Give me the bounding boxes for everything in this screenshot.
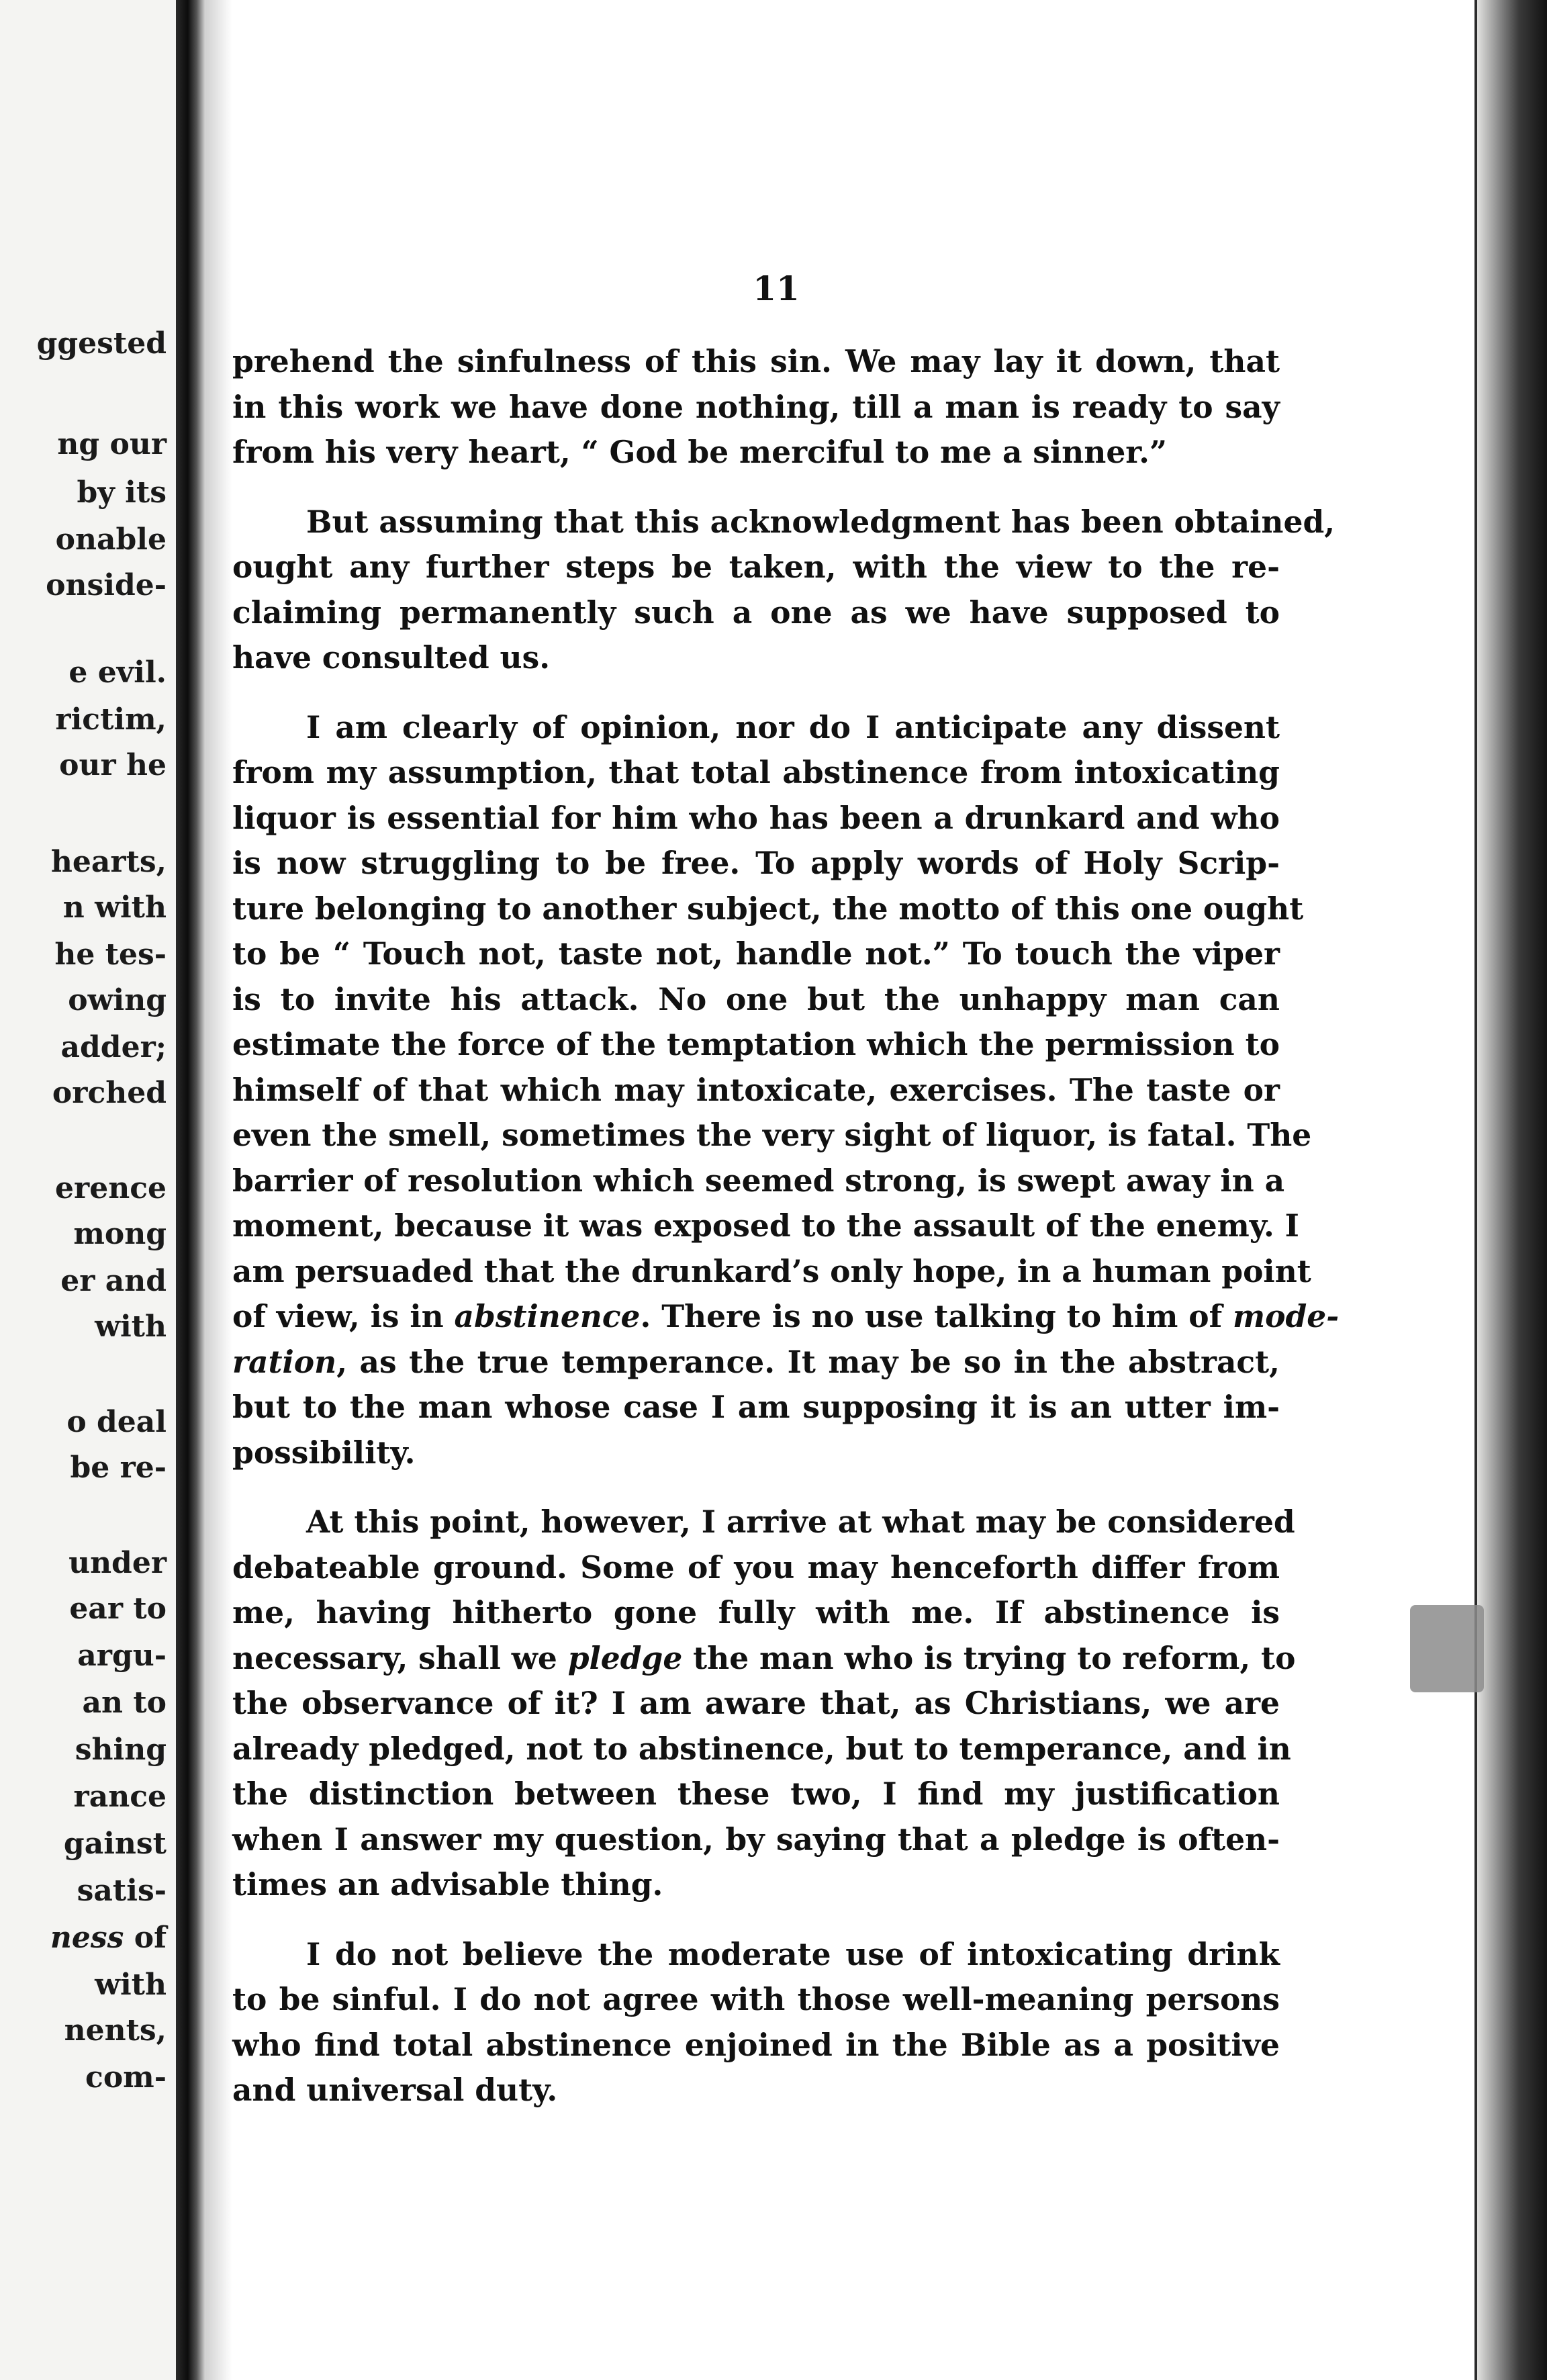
facing-page-text-fragment: ggested bbox=[36, 326, 167, 361]
text-line: from my assumption, that total abstinence from intoxicating bbox=[232, 754, 1280, 790]
facing-page-fragment bbox=[0, 0, 176, 2380]
italic-word: pledge bbox=[567, 1639, 683, 1676]
text-line: and universal duty. bbox=[232, 2072, 558, 2108]
facing-page-text-fragment: be re- bbox=[70, 1451, 167, 1485]
text-line: have consulted us. bbox=[232, 639, 551, 676]
text-line: barrier of resolution which seemed strong, is swept away in a bbox=[232, 1162, 1285, 1199]
text-line: ought any further steps be taken, with the view to the re- bbox=[232, 549, 1280, 585]
text-segment: the man who is trying to reform, to bbox=[682, 1639, 1296, 1676]
text-line: when I answer my question, by saying that a pledge is often- bbox=[232, 1821, 1280, 1858]
facing-page-text-fragment: an to bbox=[82, 1686, 167, 1720]
facing-page-text-fragment: com- bbox=[85, 2060, 167, 2095]
facing-page-text-fragment: gainst bbox=[63, 1827, 167, 1861]
facing-page-text-fragment: he tes- bbox=[54, 937, 167, 972]
facing-page-text-fragment: nents, bbox=[64, 2013, 167, 2048]
facing-page-text-fragment: n with bbox=[62, 890, 167, 925]
text-line: me, having hitherto gone fully with me. If abstinence is bbox=[232, 1594, 1280, 1631]
text-line: already pledged, not to abstinence, but to temperance, and in bbox=[232, 1730, 1291, 1767]
text-segment: , as the true temperance. It may be so in the abstract, bbox=[336, 1343, 1280, 1380]
facing-page-text-fragment: er and bbox=[60, 1264, 167, 1298]
facing-page-text-fragment: rictim, bbox=[55, 702, 167, 737]
facing-page-text-fragment: hearts, bbox=[50, 845, 167, 879]
text-line: At this point, however, I arrive at what may be considered bbox=[306, 1504, 1295, 1540]
text-line: estimate the force of the temptation which the permission to bbox=[232, 1026, 1280, 1062]
text-segment: necessary, shall we bbox=[232, 1639, 568, 1676]
text-line: in this work we have done nothing, till a man is ready to say bbox=[232, 388, 1280, 425]
text-line: the observance of it? I am aware that, as Christians, we are bbox=[232, 1685, 1280, 1721]
facing-page-text-fragment: with bbox=[95, 1310, 167, 1344]
text-line: is now struggling to be free. To apply words of Holy Scrip- bbox=[232, 845, 1280, 881]
text-line: am persuaded that the drunkard’s only hope, in a human point bbox=[232, 1252, 1311, 1289]
facing-page-text-fragment: under bbox=[68, 1546, 167, 1580]
text-line: I am clearly of opinion, nor do I anticipate any dissent bbox=[306, 708, 1280, 745]
paragraph-4 bbox=[232, 1500, 1296, 1908]
text-line: debateable ground. Some of you may henceforth differ from bbox=[232, 1549, 1280, 1586]
gutter-shadow bbox=[205, 0, 232, 2380]
facing-page-text-fragment: argu- bbox=[77, 1639, 167, 1673]
paragraph-5 bbox=[232, 1932, 1280, 2113]
facing-page-text-fragment: ng our bbox=[57, 427, 167, 461]
facing-page-text-fragment: mong bbox=[73, 1217, 167, 1251]
text-line: claiming permanently such a one as we have supposed to bbox=[232, 594, 1280, 631]
paragraph-2 bbox=[232, 500, 1335, 681]
facing-page-text-fragment: shing bbox=[75, 1733, 167, 1767]
text-line: moment, because it was exposed to the assault of the enemy. I bbox=[232, 1207, 1299, 1244]
text-line: times an advisable thing. bbox=[232, 1866, 663, 1903]
text-line: possibility. bbox=[232, 1434, 416, 1471]
text-line: ture belonging to another subject, the motto of this one ought bbox=[232, 890, 1304, 927]
book-gutter bbox=[176, 0, 205, 2380]
facing-page-text-fragment: o deal bbox=[66, 1405, 167, 1439]
facing-page-text-fragment: onable bbox=[55, 522, 167, 557]
text-line: I do not believe the moderate use of intoxicating drink bbox=[306, 1935, 1280, 1972]
text-line: liquor is essential for him who has been a drunkard and who bbox=[232, 799, 1280, 836]
facing-page-text-fragment: ness of bbox=[50, 1921, 167, 1955]
text-line bbox=[232, 1340, 1280, 1385]
text-line: to be sinful. I do not agree with those well-meaning persons bbox=[232, 1981, 1280, 2017]
text-line: prehend the sinfulness of this sin. We may lay it down, that bbox=[232, 343, 1280, 379]
facing-page-text-fragment: owing bbox=[68, 983, 167, 1017]
facing-page-text-fragment: adder; bbox=[60, 1030, 167, 1064]
text-segment: of view, is in bbox=[232, 1298, 455, 1334]
facing-page-text-fragment: our he bbox=[59, 748, 167, 782]
italic-word: abstinence bbox=[454, 1298, 641, 1334]
facing-page-text-fragment: ear to bbox=[69, 1592, 167, 1626]
page-edge bbox=[1477, 0, 1547, 2380]
italic-word: ration bbox=[232, 1343, 337, 1380]
italic-word: mode- bbox=[1233, 1298, 1340, 1334]
text-line: But assuming that this acknowledgment has been obtained, bbox=[306, 503, 1335, 540]
facing-page-text-fragment: erence bbox=[55, 1171, 167, 1205]
text-line: even the smell, sometimes the very sight of liquor, is fatal. The bbox=[232, 1117, 1312, 1153]
facing-page-text-fragment: satis- bbox=[77, 1874, 167, 1908]
text-segment: . There is no use talking to him of bbox=[640, 1298, 1233, 1334]
text-line: is to invite his attack. No one but the unhappy man can bbox=[232, 980, 1280, 1017]
book-page bbox=[232, 0, 1474, 2380]
text-line bbox=[232, 1294, 1340, 1340]
facing-page-text-fragment: with bbox=[95, 1968, 167, 2002]
facing-page-text-fragment: orched bbox=[52, 1076, 167, 1110]
facing-page-text-fragment: e evil. bbox=[68, 655, 167, 690]
facing-page-text-fragment: by its bbox=[77, 475, 167, 510]
text-line: himself of that which may intoxicate, exercises. The taste or bbox=[232, 1071, 1280, 1108]
paragraph-1 bbox=[232, 339, 1280, 475]
text-line: to be “ Touch not, taste not, handle not.” To touch the viper bbox=[232, 935, 1280, 972]
text-line: but to the man whose case I am supposing it is an utter im- bbox=[232, 1389, 1280, 1425]
paragraph-3 bbox=[232, 705, 1340, 1476]
facing-page-text-fragment: onside- bbox=[46, 568, 167, 602]
page-number: 11 bbox=[753, 269, 800, 308]
page-text bbox=[232, 339, 1340, 2113]
text-line: from his very heart, “ God be merciful to me a sinner.” bbox=[232, 434, 1168, 470]
text-line: the distinction between these two, I find my justification bbox=[232, 1776, 1280, 1812]
text-line bbox=[232, 1636, 1296, 1682]
facing-page-text-fragment: rance bbox=[73, 1780, 167, 1814]
text-line: who find total abstinence enjoined in the Bible as a positive bbox=[232, 2026, 1280, 2063]
